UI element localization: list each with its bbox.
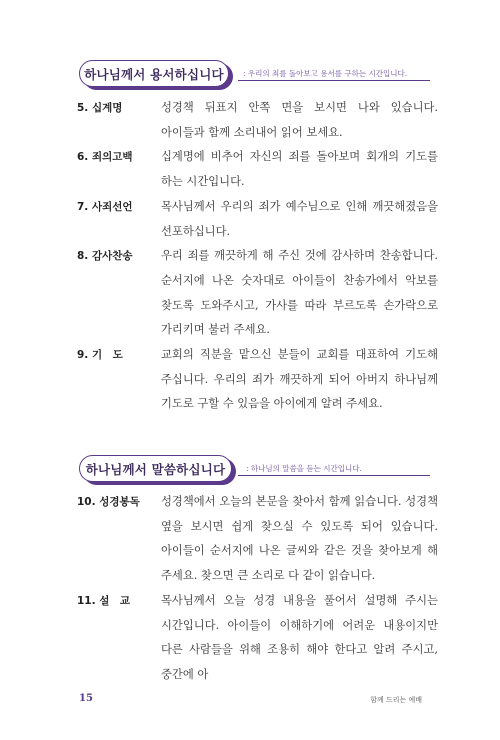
entry-term: 10. 성경봉독 [77, 496, 140, 508]
section-header [0, 453, 500, 489]
entry-description: 성경책 뒤표지 안쪽 면을 보시면 나와 있습니다. 아이들과 함께 소리내어 읽어 보세요. [161, 101, 438, 139]
entry-description: 십계명에 비추어 자신의 죄를 돌아보며 회개의 기도를 하는 시간입니다. [161, 150, 438, 189]
entry-item [0, 145, 500, 194]
entry-description: 우리 죄를 깨끗하게 해 주신 것에 감사하며 찬송합니다. 순서지에 나온 숫자대로 아이들이 찬송가에서 악보를 찾도록 도와주시고, 가사를 따라 부르도록 손가락으로 가리키며 불러 주세요. [161, 249, 438, 337]
entry-list [0, 96, 500, 417]
section-note: : 우리의 죄를 돌아보고 용서를 구하는 시간입니다. [243, 69, 408, 78]
entry-description: 목사님께서 오늘 성경 내용을 풀어서 설명해 주시는 시간입니다. 아이들이 이해하기에 어려운 내용이지만 다른 사람들을 위해 조용히 해야 한다고 알려 주시고, 중간에 아 [161, 593, 438, 681]
entry-item [0, 244, 500, 343]
section-word [0, 453, 500, 681]
entry-term: 5. 십계명 [77, 102, 123, 114]
entry-list [0, 490, 500, 688]
entry-term: 6. 죄의고백 [77, 151, 133, 164]
section-title: 하나님께서 말씀하십니다 [79, 455, 232, 482]
entry-term: 11. 설 교 [77, 594, 131, 607]
section-header [0, 58, 500, 94]
entry-item [0, 343, 500, 417]
entry-term: 9. 기 도 [77, 349, 123, 362]
page-number: 15 [79, 693, 93, 704]
footer-label: 함께 드리는 예배 [370, 696, 422, 704]
entry-item [0, 490, 500, 589]
entry-item [0, 589, 500, 688]
entry-description: 성경책에서 오늘의 본문을 찾아서 함께 읽습니다. 성경책 옆을 보시면 쉽게 찾으실 수 있도록 되어 있습니다. 아이들이 순서지에 나온 글씨와 같은 것을 찾아보게 해 주세요. 찾으면 큰 소리로 다 같이 읽습니다. [161, 495, 438, 583]
entry-item [0, 195, 500, 244]
entry-term: 7. 사죄선언 [77, 200, 133, 213]
entry-description: 교회의 직분을 맡으신 분들이 교회를 대표하여 기도해 주십니다. 우리의 죄가 깨끗하게 되어 아버지 하나님께 기도로 구할 수 있음을 아이에게 알려 주세요. [161, 348, 438, 411]
header-underline [238, 80, 430, 81]
section-title: 하나님께서 용서하십니다 [79, 60, 229, 87]
entry-term: 8. 감사찬송 [77, 250, 133, 263]
section-note: : 하나님의 말씀을 듣는 시간입니다. [246, 464, 362, 473]
entry-item [0, 96, 500, 145]
header-underline [238, 475, 430, 476]
section-forgiveness [0, 58, 500, 411]
entry-description: 목사님께서 우리의 죄가 예수님으로 인해 깨끗해졌음을 선포하십니다. [161, 199, 438, 238]
